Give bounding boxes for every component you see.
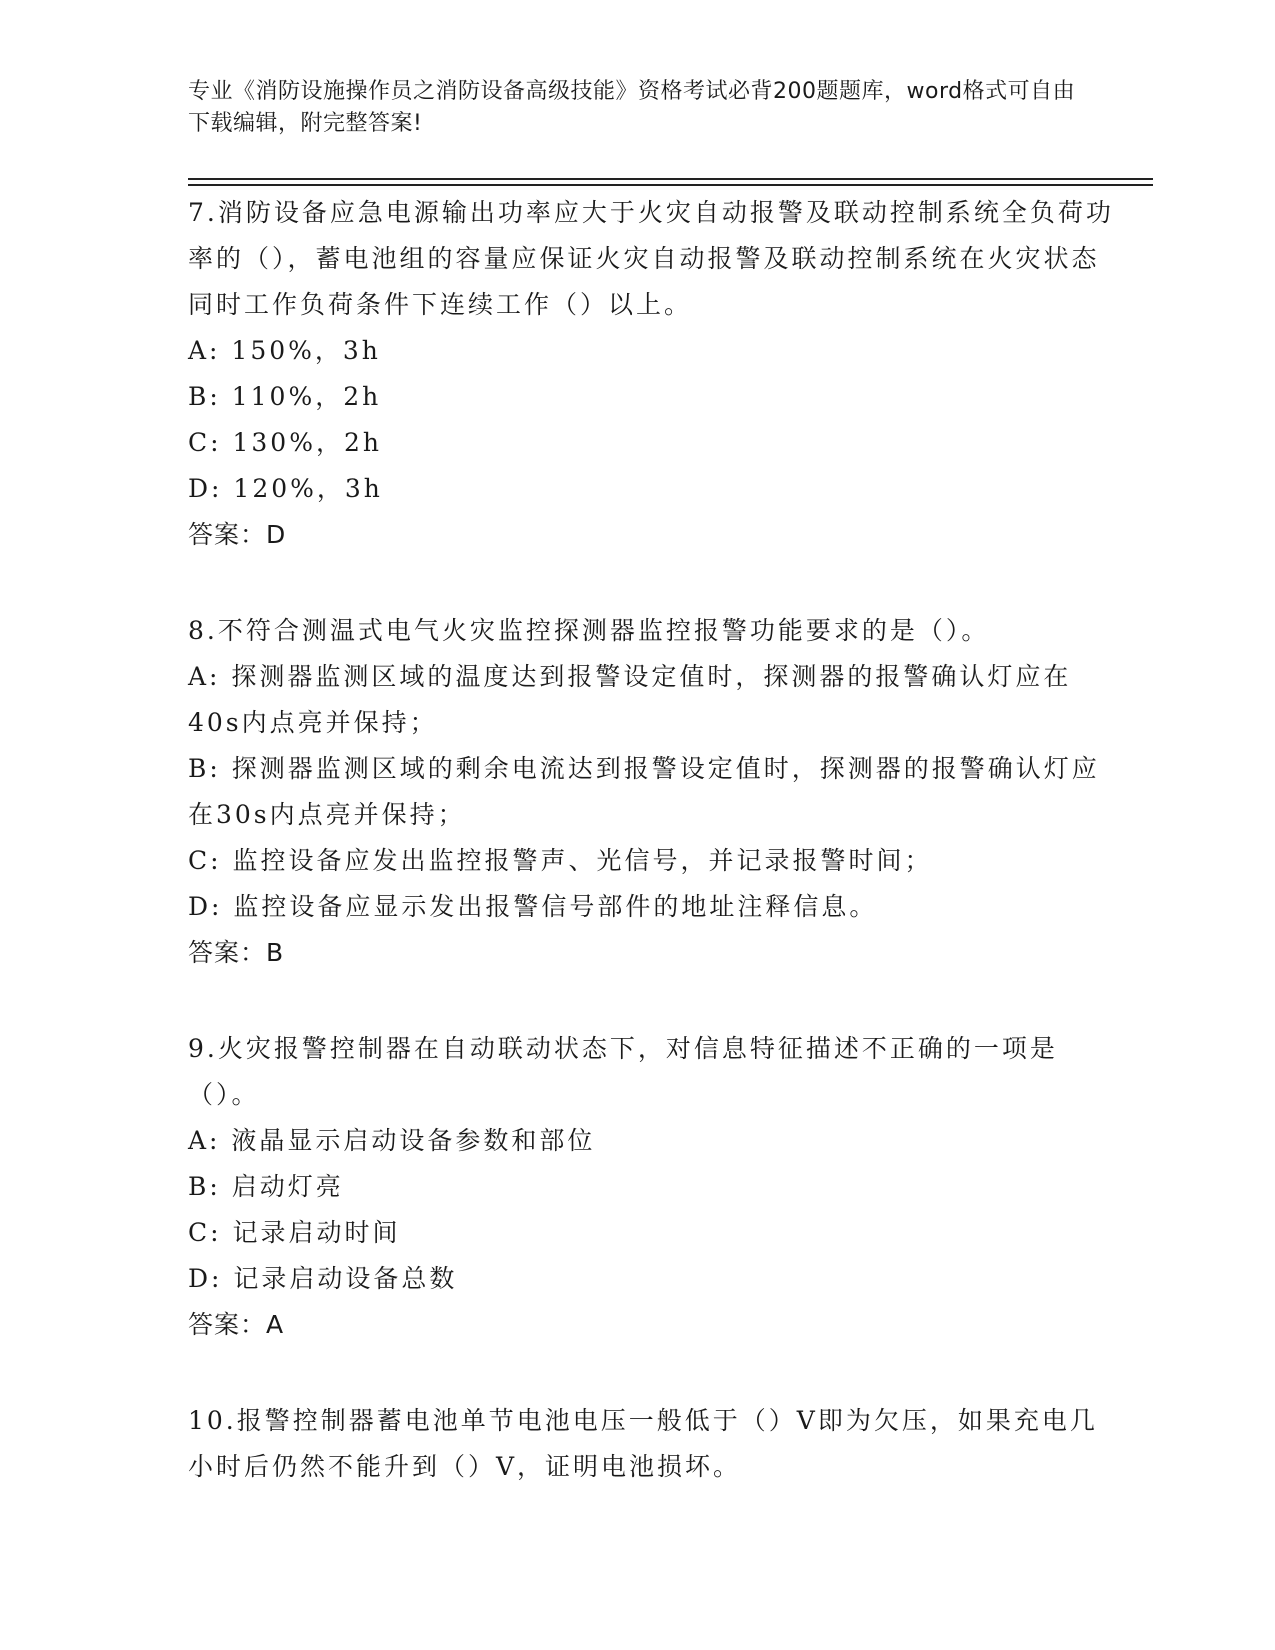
question-8 (188, 608, 1118, 976)
header-divider-top (188, 178, 1153, 180)
option-b: B: 启动灯亮 (188, 1172, 344, 1201)
question-text: 7.消防设备应急电源输出功率应大于火灾自动报警及联动控制系统全负荷功率的（），蓄电池组的容量应保证火灾自动报警及联动控制系统在火灾状态同时工作负荷条件下连续工作（）以上。 (188, 198, 1114, 319)
option-d: D: 记录启动设备总数 (188, 1264, 458, 1293)
question-10 (188, 1398, 1118, 1490)
question-text: 10.报警控制器蓄电池单节电池电压一般低于（）V即为欠压，如果充电几小时后仍然不能升到（）V，证明电池损坏。 (188, 1406, 1098, 1481)
question-text: 9.火灾报警控制器在自动联动状态下，对信息特征描述不正确的一项是（）。 (188, 1034, 1058, 1109)
option-c: C: 130%，2h (188, 428, 382, 457)
document-header: 专业《消防设施操作员之消防设备高级技能》资格考试必背200题题库，word格式可自由下载编辑，附完整答案! (188, 79, 1076, 136)
option-a: A: 150%，3h (188, 336, 381, 365)
option-d: D: 120%，3h (188, 474, 383, 503)
option-b: B: 110%，2h (188, 382, 382, 411)
answer: 答案：D (188, 520, 287, 549)
option-c: C: 记录启动时间 (188, 1218, 401, 1247)
answer: 答案：A (188, 1310, 285, 1339)
option-a: A: 液晶显示启动设备参数和部位 (188, 1126, 596, 1155)
header-divider-bottom (188, 184, 1153, 186)
question-list (188, 190, 1118, 1540)
option-d: D: 监控设备应显示发出报警信号部件的地址注释信息。 (188, 892, 878, 921)
answer: 答案：B (188, 938, 285, 967)
option-c: C: 监控设备应发出监控报警声、光信号，并记录报警时间； (188, 846, 933, 875)
option-a: A: 探测器监测区域的温度达到报警设定值时，探测器的报警确认灯应在40s内点亮并保持； (188, 662, 1072, 737)
option-b: B: 探测器监测区域的剩余电流达到报警设定值时，探测器的报警确认灯应在30s内点亮并保持； (188, 754, 1100, 829)
question-9 (188, 1026, 1118, 1348)
question-7 (188, 190, 1118, 558)
question-text: 8.不符合测温式电气火灾监控探测器监控报警功能要求的是（）。 (188, 616, 990, 645)
